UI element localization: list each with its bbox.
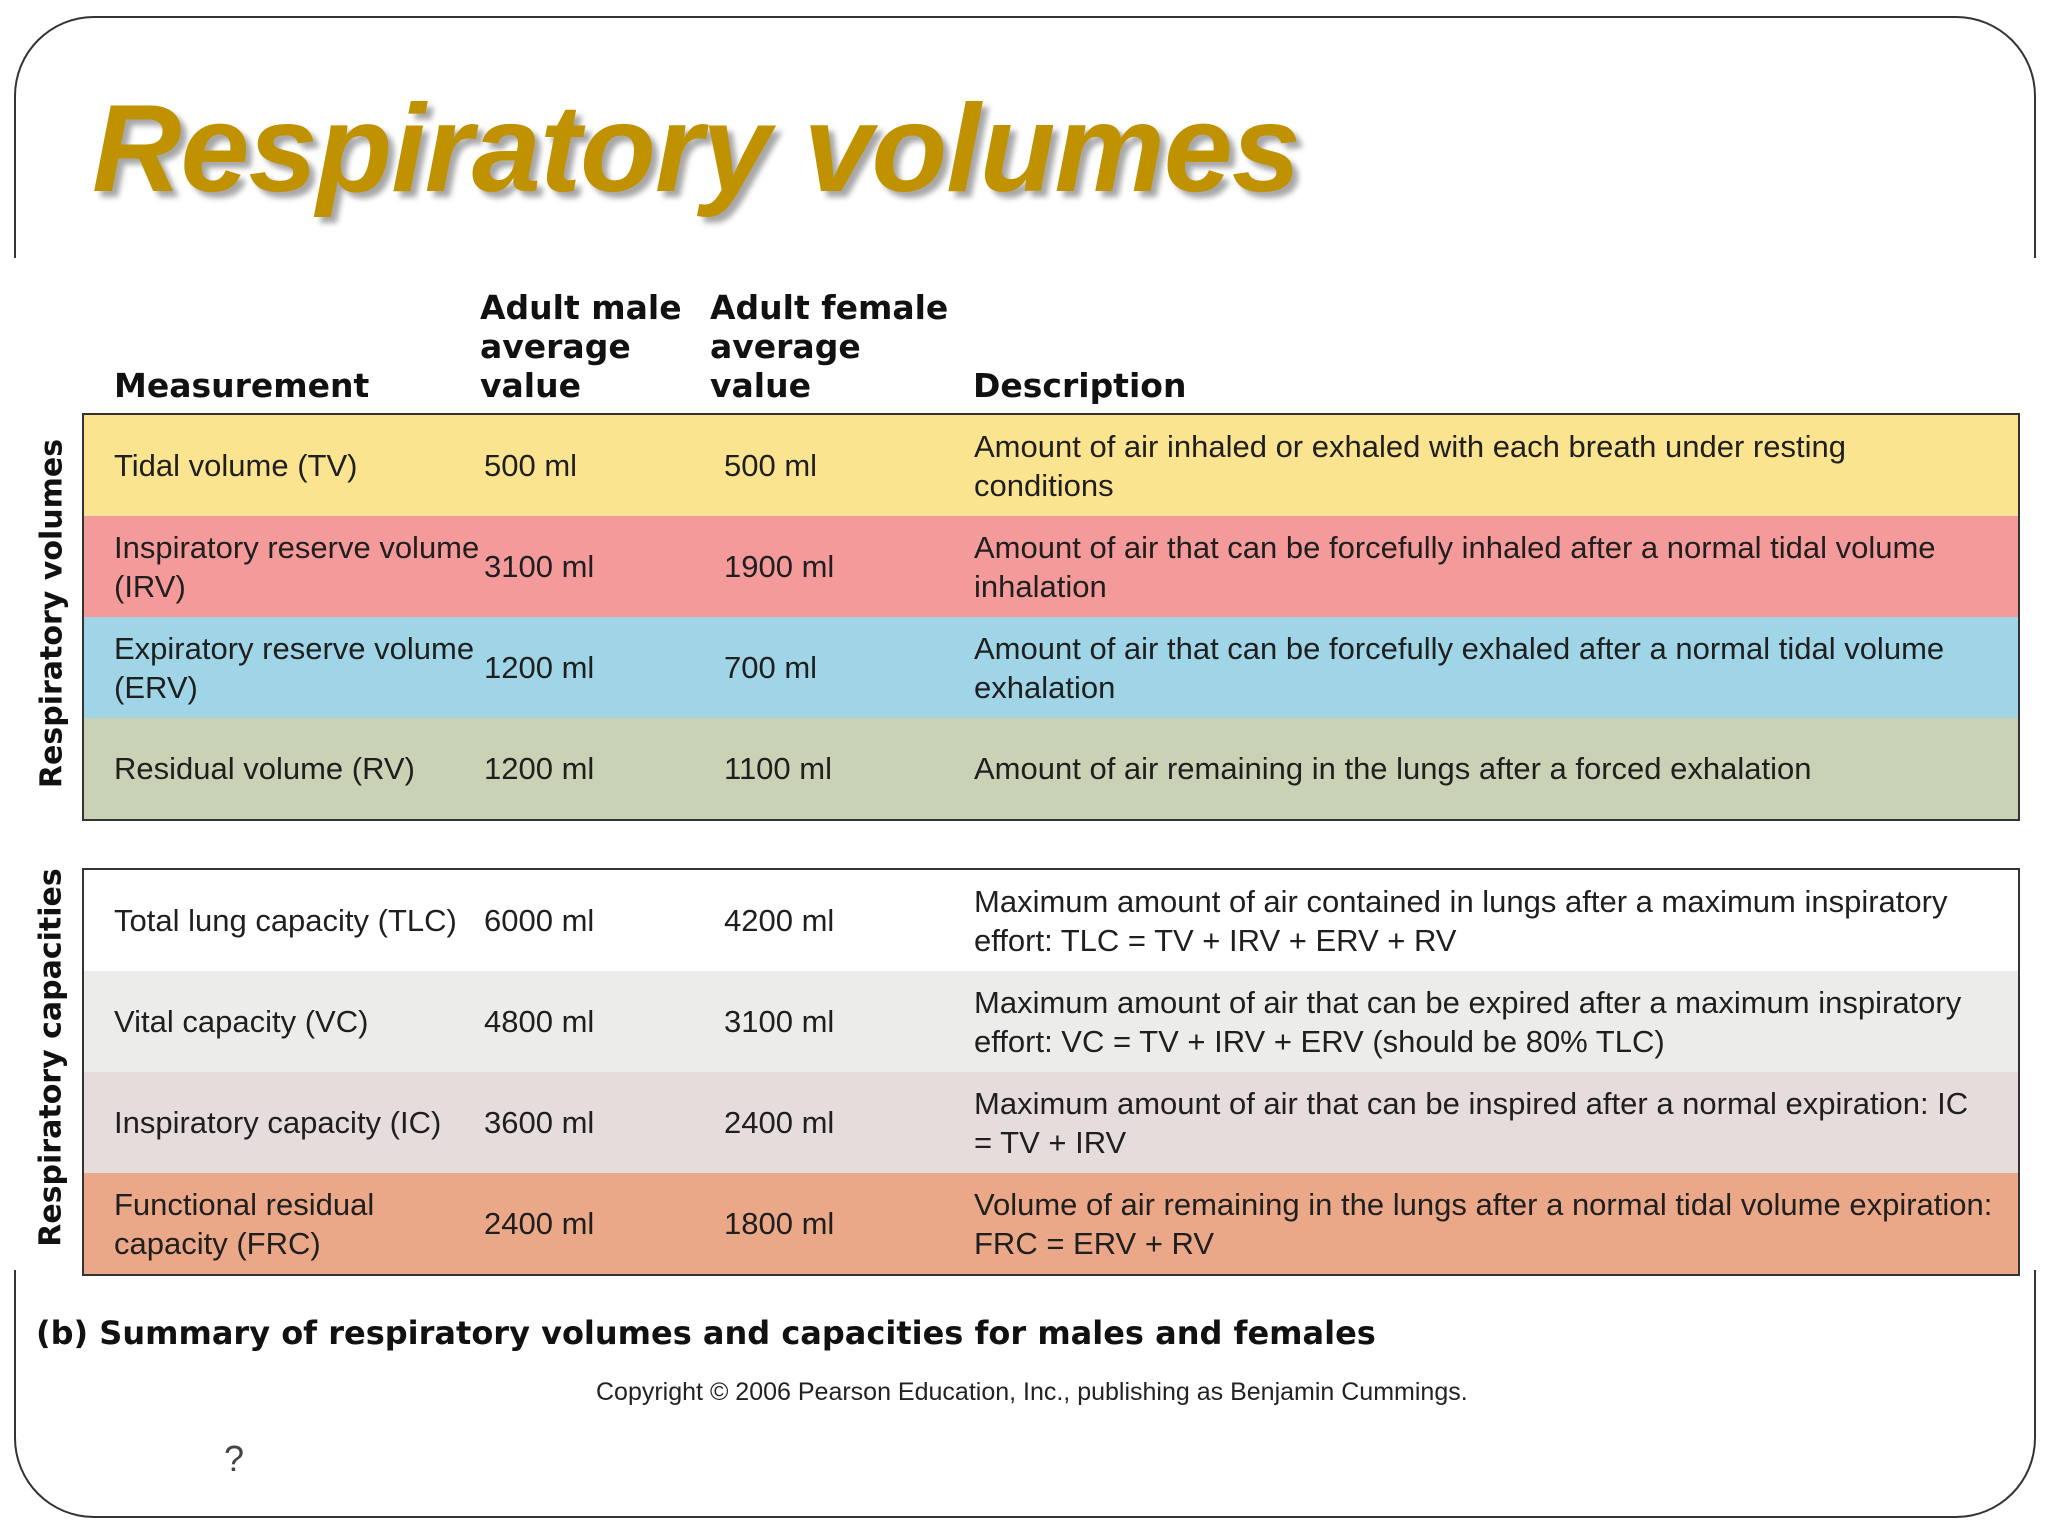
row-description xyxy=(974,516,1994,617)
row-female-value xyxy=(724,516,924,617)
row-measurement xyxy=(114,1173,494,1274)
row-description-text: Amount of air inhaled or exhaled with each breath under resting conditions xyxy=(974,428,1846,503)
row-female-value xyxy=(724,971,924,1072)
row-female-value-text: 1900 ml xyxy=(724,549,835,584)
row-description-text: Amount of air that can be forcefully exhaled after a normal tidal volume exhalation xyxy=(974,630,1945,705)
row-male-value xyxy=(484,1173,684,1274)
group-label-capacities: Respiratory capacities xyxy=(33,868,69,1247)
row-male-value-text: 4800 ml xyxy=(484,1004,595,1039)
row-male-value xyxy=(484,617,684,718)
row-male-value xyxy=(484,870,684,971)
table-row xyxy=(84,1173,2018,1274)
row-male-value xyxy=(484,516,684,617)
volumes-table xyxy=(82,413,2020,821)
row-male-value xyxy=(484,718,684,819)
row-description-text: Maximum amount of air that can be inspired after a normal expiration: IC = TV + IRV xyxy=(974,1085,1969,1160)
row-measurement-text: Inspiratory reserve volume (IRV) xyxy=(114,529,480,604)
row-measurement xyxy=(114,971,494,1072)
group-label-volumes: Respiratory volumes xyxy=(34,438,70,789)
row-female-value xyxy=(724,870,924,971)
capacities-table xyxy=(82,868,2020,1276)
row-female-value-text: 3100 ml xyxy=(724,1004,835,1039)
row-female-value-text: 700 ml xyxy=(724,650,818,685)
row-description xyxy=(974,1173,1994,1274)
row-description xyxy=(974,1072,1994,1173)
row-description-text: Amount of air that can be forcefully inhaled after a normal tidal volume inhalation xyxy=(974,529,1936,604)
row-male-value-text: 6000 ml xyxy=(484,903,595,938)
table-row xyxy=(84,971,2018,1072)
row-female-value-text: 4200 ml xyxy=(724,903,835,938)
row-female-value xyxy=(724,415,924,516)
row-description-text: Maximum amount of air that can be expired after a maximum inspiratory effort: VC = TV + IRV + ERV (should be 80% TLC) xyxy=(974,984,1962,1059)
row-female-value-text: 500 ml xyxy=(724,448,818,483)
row-description xyxy=(974,617,1994,718)
row-male-value-text: 1200 ml xyxy=(484,650,595,685)
row-measurement xyxy=(114,415,494,516)
row-female-value-text: 2400 ml xyxy=(724,1105,835,1140)
row-male-value xyxy=(484,415,684,516)
row-measurement xyxy=(114,617,494,718)
table-row xyxy=(84,718,2018,819)
row-female-value xyxy=(724,1072,924,1173)
row-male-value-text: 3600 ml xyxy=(484,1105,595,1140)
row-description-text: Maximum amount of air contained in lungs after a maximum inspiratory effort: TLC = TV + IRV + ERV + RV xyxy=(974,883,1948,958)
row-measurement xyxy=(114,516,494,617)
row-male-value-text: 2400 ml xyxy=(484,1206,595,1241)
row-male-value-text: 1200 ml xyxy=(484,751,595,786)
row-description xyxy=(974,870,1994,971)
row-description xyxy=(974,971,1994,1072)
row-description xyxy=(974,415,1994,516)
row-male-value-text: 500 ml xyxy=(484,448,578,483)
row-male-value xyxy=(484,1072,684,1173)
figure-caption: (b) Summary of respiratory volumes and capacities for males and females xyxy=(36,1314,1376,1352)
row-measurement-text: Tidal volume (TV) xyxy=(114,448,358,483)
row-female-value xyxy=(724,718,924,819)
row-female-value-text: 1800 ml xyxy=(724,1206,835,1241)
row-measurement-text: Total lung capacity (TLC) xyxy=(114,903,457,938)
row-measurement-text: Functional residual capacity (FRC) xyxy=(114,1186,375,1261)
header-male-value: Adult male average value xyxy=(480,288,682,405)
table-row xyxy=(84,617,2018,718)
footer-mark: ? xyxy=(224,1438,245,1479)
row-description-text: Amount of air remaining in the lungs after a forced exhalation xyxy=(974,751,1812,786)
header-description: Description xyxy=(973,366,1187,405)
row-description xyxy=(974,718,1994,819)
row-measurement-text: Expiratory reserve volume (ERV) xyxy=(114,630,475,705)
row-male-value xyxy=(484,971,684,1072)
table-row xyxy=(84,1072,2018,1173)
row-measurement xyxy=(114,1072,494,1173)
row-measurement xyxy=(114,718,494,819)
table-row xyxy=(84,415,2018,516)
row-female-value-text: 1100 ml xyxy=(724,751,832,786)
row-description-text: Volume of air remaining in the lungs after a normal tidal volume expiration: FRC = ERV + RV xyxy=(974,1186,1993,1261)
header-measurement: Measurement xyxy=(114,366,370,405)
table-row xyxy=(84,870,2018,971)
table-row xyxy=(84,516,2018,617)
row-measurement xyxy=(114,870,494,971)
slide-title: Respiratory volumes xyxy=(92,80,1300,218)
row-female-value xyxy=(724,1173,924,1274)
row-measurement-text: Inspiratory capacity (IC) xyxy=(114,1105,442,1140)
row-male-value-text: 3100 ml xyxy=(484,549,595,584)
row-female-value xyxy=(724,617,924,718)
header-female-value: Adult female average value xyxy=(710,288,949,405)
copyright-notice: Copyright © 2006 Pearson Education, Inc., publishing as Benjamin Cummings. xyxy=(596,1378,1468,1406)
row-measurement-text: Vital capacity (VC) xyxy=(114,1004,369,1039)
row-measurement-text: Residual volume (RV) xyxy=(114,751,415,786)
